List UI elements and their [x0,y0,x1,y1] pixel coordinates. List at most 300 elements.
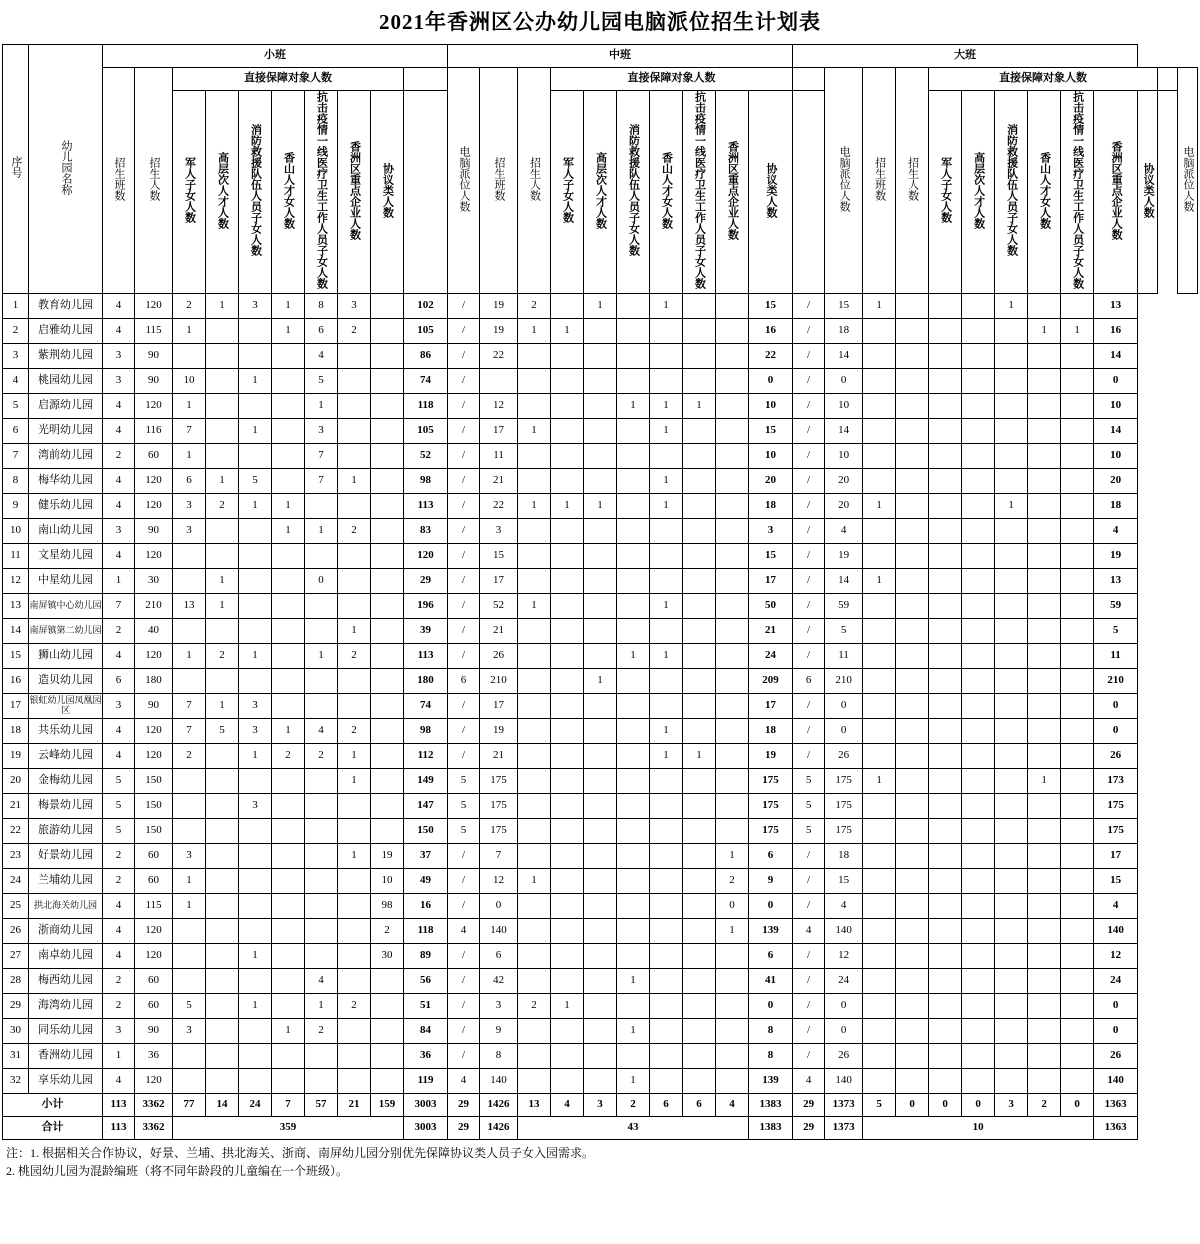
cell-z-fire [584,618,617,643]
cell-z-xiangshan [617,718,650,743]
cell-s-fire [239,593,272,618]
cell-z-enroll: 210 [480,668,518,693]
row-kg-name: 桃园幼儿园 [29,368,103,393]
row-seq: 26 [3,918,29,943]
header-small-military: 军人子女人数 [173,91,206,294]
table-row [3,918,1198,943]
cell-s-lottery: 74 [404,693,448,718]
cell-s-classes: 5 [103,793,135,818]
cell-z-keyenterprise [683,518,716,543]
cell-d-keyenterprise [1028,918,1061,943]
cell-z-agreement [716,743,749,768]
cell-s-xiangshan: 1 [272,293,305,318]
cell-z-agreement: 1 [716,918,749,943]
cell-s-xiangshan: 2 [272,743,305,768]
cell-d-lottery: 17 [1094,843,1138,868]
cell-z-agreement [716,818,749,843]
cell-d-epidemic [995,618,1028,643]
subtotal-s-agreement: 159 [371,1093,404,1116]
cell-s-talent [206,1068,239,1093]
cell-z-talent [551,1018,584,1043]
cell-z-classes: 6 [448,668,480,693]
cell-z-epidemic [650,793,683,818]
cell-d-keyenterprise [1028,418,1061,443]
cell-z-fire [584,693,617,718]
cell-s-military: 3 [173,843,206,868]
cell-s-keyenterprise: 1 [338,468,371,493]
cell-s-enroll: 120 [135,293,173,318]
cell-z-epidemic [650,918,683,943]
cell-s-xiangshan [272,818,305,843]
cell-d-military [863,318,896,343]
cell-z-epidemic [650,518,683,543]
cell-d-lottery: 210 [1094,668,1138,693]
row-seq: 9 [3,493,29,518]
cell-z-keyenterprise: 1 [683,743,716,768]
cell-s-epidemic: 3 [305,418,338,443]
cell-s-xiangshan [272,868,305,893]
cell-s-classes: 4 [103,543,135,568]
cell-s-xiangshan [272,668,305,693]
cell-s-classes: 4 [103,943,135,968]
cell-s-talent: 5 [206,718,239,743]
cell-d-agreement [1061,993,1094,1018]
cell-s-epidemic [305,668,338,693]
table-header [3,45,1198,294]
cell-z-classes: 5 [448,793,480,818]
total-label: 合计 [3,1116,103,1139]
cell-s-enroll: 120 [135,643,173,668]
cell-d-military [863,1018,896,1043]
cell-s-enroll: 90 [135,518,173,543]
cell-s-agreement [371,668,404,693]
row-seq: 17 [3,693,29,718]
header-large-lottery: 电脑派位人数 [1178,68,1198,294]
cell-z-fire [584,768,617,793]
cell-d-xiangshan [962,343,995,368]
total-s-lottery: 3003 [404,1116,448,1139]
cell-d-agreement [1061,368,1094,393]
cell-z-enroll: 22 [480,493,518,518]
cell-s-fire: 3 [239,693,272,718]
cell-d-talent [896,443,929,468]
row-seq: 8 [3,468,29,493]
cell-d-agreement [1061,943,1094,968]
cell-z-talent [551,968,584,993]
cell-d-epidemic [995,318,1028,343]
cell-s-lottery: 36 [404,1043,448,1068]
cell-s-military: 1 [173,643,206,668]
cell-z-lottery: 17 [749,693,793,718]
cell-s-epidemic: 0 [305,568,338,593]
cell-z-agreement [716,293,749,318]
cell-d-keyenterprise [1028,868,1061,893]
cell-s-epidemic [305,618,338,643]
cell-s-classes: 5 [103,768,135,793]
header-group-middle: 中班 [448,45,793,68]
cell-d-military [863,718,896,743]
cell-z-xiangshan: 1 [617,1068,650,1093]
cell-d-classes: / [793,843,825,868]
cell-d-keyenterprise [1028,443,1061,468]
cell-s-keyenterprise [338,968,371,993]
cell-s-xiangshan [272,643,305,668]
cell-z-fire [584,593,617,618]
cell-s-keyenterprise [338,818,371,843]
cell-d-military [863,368,896,393]
cell-z-military [518,718,551,743]
cell-s-xiangshan [272,968,305,993]
cell-z-talent [551,768,584,793]
cell-s-agreement [371,543,404,568]
cell-z-talent [551,518,584,543]
cell-s-military [173,568,206,593]
cell-z-xiangshan [617,943,650,968]
cell-s-agreement [371,618,404,643]
subtotal-d-enroll: 1373 [825,1093,863,1116]
cell-d-fire [929,493,962,518]
cell-s-military [173,818,206,843]
cell-z-keyenterprise [683,318,716,343]
cell-z-lottery: 0 [749,993,793,1018]
cell-z-enroll: 3 [480,993,518,1018]
cell-z-lottery: 0 [749,893,793,918]
header-small-epidemic: 抗击疫情一线医疗卫生工作人员子女人数 [305,91,338,294]
cell-z-epidemic [650,1068,683,1093]
cell-d-xiangshan [962,993,995,1018]
cell-z-classes: / [448,618,480,643]
cell-d-military [863,818,896,843]
cell-z-classes: / [448,693,480,718]
row-seq: 1 [3,293,29,318]
row-kg-name: 拱北海关幼儿园 [29,893,103,918]
cell-z-xiangshan [617,593,650,618]
cell-s-epidemic [305,543,338,568]
cell-d-classes: 5 [793,768,825,793]
cell-s-agreement [371,793,404,818]
cell-z-agreement [716,543,749,568]
subtotal-z-classes: 29 [448,1093,480,1116]
cell-d-military [863,618,896,643]
cell-d-classes: / [793,893,825,918]
cell-d-epidemic: 1 [995,293,1028,318]
cell-d-agreement [1061,1018,1094,1043]
cell-z-epidemic [650,893,683,918]
cell-d-epidemic [995,893,1028,918]
table-row [3,393,1198,418]
cell-s-keyenterprise [338,443,371,468]
cell-z-fire: 1 [584,293,617,318]
cell-z-military [518,1043,551,1068]
cell-z-classes: / [448,318,480,343]
cell-s-fire [239,1068,272,1093]
cell-s-xiangshan: 1 [272,318,305,343]
cell-d-keyenterprise [1028,493,1061,518]
cell-s-lottery: 105 [404,418,448,443]
cell-z-xiangshan [617,468,650,493]
cell-d-classes: / [793,543,825,568]
cell-d-military [863,793,896,818]
cell-d-lottery: 26 [1094,743,1138,768]
subtotal-d-fire: 0 [929,1093,962,1116]
cell-d-classes: / [793,993,825,1018]
subtotal-z-keyenterprise: 6 [683,1093,716,1116]
cell-s-fire [239,618,272,643]
cell-s-xiangshan [272,543,305,568]
cell-d-fire [929,843,962,868]
cell-s-classes: 4 [103,743,135,768]
cell-z-enroll: 26 [480,643,518,668]
cell-d-enroll: 15 [825,868,863,893]
cell-d-military [863,418,896,443]
cell-d-enroll: 175 [825,793,863,818]
cell-s-lottery: 51 [404,993,448,1018]
cell-z-lottery: 6 [749,943,793,968]
cell-d-talent [896,668,929,693]
cell-z-agreement: 2 [716,868,749,893]
total-row [3,1116,1198,1139]
cell-z-epidemic [650,368,683,393]
cell-z-talent [551,743,584,768]
cell-z-keyenterprise [683,718,716,743]
cell-d-agreement [1061,393,1094,418]
cell-s-lottery: 196 [404,593,448,618]
cell-d-agreement [1061,468,1094,493]
cell-z-epidemic: 1 [650,643,683,668]
cell-s-military: 1 [173,393,206,418]
cell-d-military [863,943,896,968]
cell-s-enroll: 60 [135,843,173,868]
cell-s-keyenterprise [338,418,371,443]
total-d-classes: 29 [793,1116,825,1139]
cell-z-epidemic: 1 [650,293,683,318]
cell-d-military [863,893,896,918]
cell-s-fire: 1 [239,493,272,518]
cell-s-lottery: 89 [404,943,448,968]
cell-d-keyenterprise [1028,693,1061,718]
cell-d-epidemic [995,393,1028,418]
cell-s-agreement [371,718,404,743]
cell-z-lottery: 175 [749,768,793,793]
cell-d-fire [929,643,962,668]
cell-s-agreement: 30 [371,943,404,968]
cell-d-agreement [1061,968,1094,993]
cell-z-military [518,543,551,568]
cell-s-keyenterprise [338,543,371,568]
cell-d-epidemic [995,543,1028,568]
cell-z-epidemic: 1 [650,593,683,618]
cell-d-fire [929,318,962,343]
cell-d-classes: / [793,643,825,668]
cell-d-agreement [1061,618,1094,643]
cell-d-classes: / [793,318,825,343]
cell-d-enroll: 12 [825,943,863,968]
cell-s-keyenterprise: 2 [338,518,371,543]
cell-z-lottery: 8 [749,1018,793,1043]
row-kg-name: 南屏镇第二幼儿园 [29,618,103,643]
cell-s-military: 5 [173,993,206,1018]
cell-d-keyenterprise [1028,293,1061,318]
cell-d-lottery: 16 [1094,318,1138,343]
cell-z-xiangshan [617,893,650,918]
cell-z-fire [584,743,617,768]
cell-s-xiangshan [272,893,305,918]
cell-d-xiangshan [962,468,995,493]
header-middle-talent: 高层次人才人数 [584,91,617,294]
cell-z-military [518,1018,551,1043]
row-seq: 10 [3,518,29,543]
cell-d-talent [896,968,929,993]
cell-z-keyenterprise [683,818,716,843]
cell-d-xiangshan [962,1018,995,1043]
cell-d-classes: / [793,468,825,493]
cell-z-classes: / [448,943,480,968]
cell-d-classes: 4 [793,918,825,943]
cell-d-keyenterprise [1028,468,1061,493]
cell-d-epidemic [995,1043,1028,1068]
cell-z-fire [584,893,617,918]
cell-s-fire [239,818,272,843]
cell-z-xiangshan: 1 [617,393,650,418]
cell-z-agreement [716,568,749,593]
cell-d-agreement [1061,743,1094,768]
cell-z-classes: / [448,868,480,893]
subtotal-z-military: 13 [518,1093,551,1116]
row-seq: 25 [3,893,29,918]
header-middle-xiangshan: 香山人才女人数 [650,91,683,294]
cell-d-enroll: 10 [825,443,863,468]
cell-s-enroll: 210 [135,593,173,618]
cell-s-xiangshan [272,368,305,393]
cell-z-military [518,468,551,493]
cell-d-fire [929,1018,962,1043]
cell-s-talent [206,968,239,993]
cell-z-lottery: 139 [749,1068,793,1093]
cell-s-classes: 6 [103,668,135,693]
cell-d-keyenterprise [1028,993,1061,1018]
cell-d-enroll: 11 [825,643,863,668]
cell-z-lottery: 22 [749,343,793,368]
cell-d-lottery: 0 [1094,718,1138,743]
total-d-lottery: 1363 [1094,1116,1138,1139]
cell-s-epidemic: 1 [305,643,338,668]
note-line-2: 2. 桃园幼儿园为混龄编班（将不同年龄段的儿童编在一个班级）。 [6,1163,349,1178]
cell-d-lottery: 59 [1094,593,1138,618]
cell-d-keyenterprise [1028,893,1061,918]
cell-s-xiangshan [272,768,305,793]
cell-d-military [863,518,896,543]
cell-s-military: 7 [173,718,206,743]
cell-d-keyenterprise [1028,618,1061,643]
cell-s-classes: 3 [103,1018,135,1043]
cell-d-agreement [1061,493,1094,518]
cell-s-talent: 2 [206,643,239,668]
cell-s-lottery: 74 [404,368,448,393]
cell-d-agreement [1061,443,1094,468]
cell-s-keyenterprise [338,868,371,893]
header-large-fire: 消防救援队伍人员子女人数 [995,91,1028,294]
cell-s-military: 3 [173,493,206,518]
cell-d-epidemic [995,918,1028,943]
cell-s-military [173,1043,206,1068]
cell-z-lottery: 41 [749,968,793,993]
cell-d-talent [896,868,929,893]
cell-z-lottery: 24 [749,643,793,668]
header-middle-military: 军人子女人数 [551,91,584,294]
row-seq: 18 [3,718,29,743]
cell-s-fire [239,518,272,543]
cell-z-fire [584,393,617,418]
cell-d-classes: / [793,368,825,393]
cell-z-xiangshan [617,343,650,368]
cell-s-enroll: 120 [135,1068,173,1093]
cell-d-talent [896,693,929,718]
cell-d-classes: / [793,393,825,418]
cell-z-enroll: 21 [480,468,518,493]
cell-d-classes: / [793,868,825,893]
cell-d-enroll: 24 [825,968,863,993]
cell-d-military [863,668,896,693]
cell-z-keyenterprise: 1 [683,393,716,418]
row-kg-name: 香洲幼儿园 [29,1043,103,1068]
row-seq: 21 [3,793,29,818]
enrollment-plan-table [2,44,1198,1140]
cell-d-fire [929,1068,962,1093]
cell-d-xiangshan [962,368,995,393]
cell-s-enroll: 30 [135,568,173,593]
cell-s-enroll: 90 [135,693,173,718]
cell-s-enroll: 60 [135,443,173,468]
row-seq: 27 [3,943,29,968]
cell-s-enroll: 150 [135,768,173,793]
cell-s-classes: 2 [103,868,135,893]
cell-z-talent [551,943,584,968]
cell-s-lottery: 113 [404,493,448,518]
cell-z-agreement [716,443,749,468]
cell-z-agreement [716,493,749,518]
cell-z-xiangshan [617,518,650,543]
cell-z-lottery: 18 [749,493,793,518]
cell-s-classes: 1 [103,568,135,593]
row-seq: 12 [3,568,29,593]
cell-z-keyenterprise [683,668,716,693]
cell-s-talent [206,318,239,343]
cell-z-agreement [716,968,749,993]
row-kg-name: 兰埔幼儿园 [29,868,103,893]
cell-z-epidemic [650,618,683,643]
cell-z-xiangshan: 1 [617,643,650,668]
cell-s-military: 13 [173,593,206,618]
table-body [3,293,1198,1139]
cell-z-lottery: 10 [749,393,793,418]
cell-s-keyenterprise [338,668,371,693]
cell-z-keyenterprise [683,568,716,593]
cell-s-xiangshan [272,943,305,968]
cell-z-keyenterprise [683,1018,716,1043]
cell-d-fire [929,468,962,493]
cell-z-agreement [716,993,749,1018]
cell-z-lottery: 18 [749,718,793,743]
cell-s-fire [239,343,272,368]
cell-d-keyenterprise [1028,818,1061,843]
header-small-xiangshan: 香山人才女人数 [272,91,305,294]
cell-d-lottery: 13 [1094,568,1138,593]
cell-z-military: 1 [518,318,551,343]
cell-z-fire [584,918,617,943]
cell-z-fire [584,568,617,593]
cell-d-military [863,468,896,493]
cell-z-keyenterprise [683,868,716,893]
